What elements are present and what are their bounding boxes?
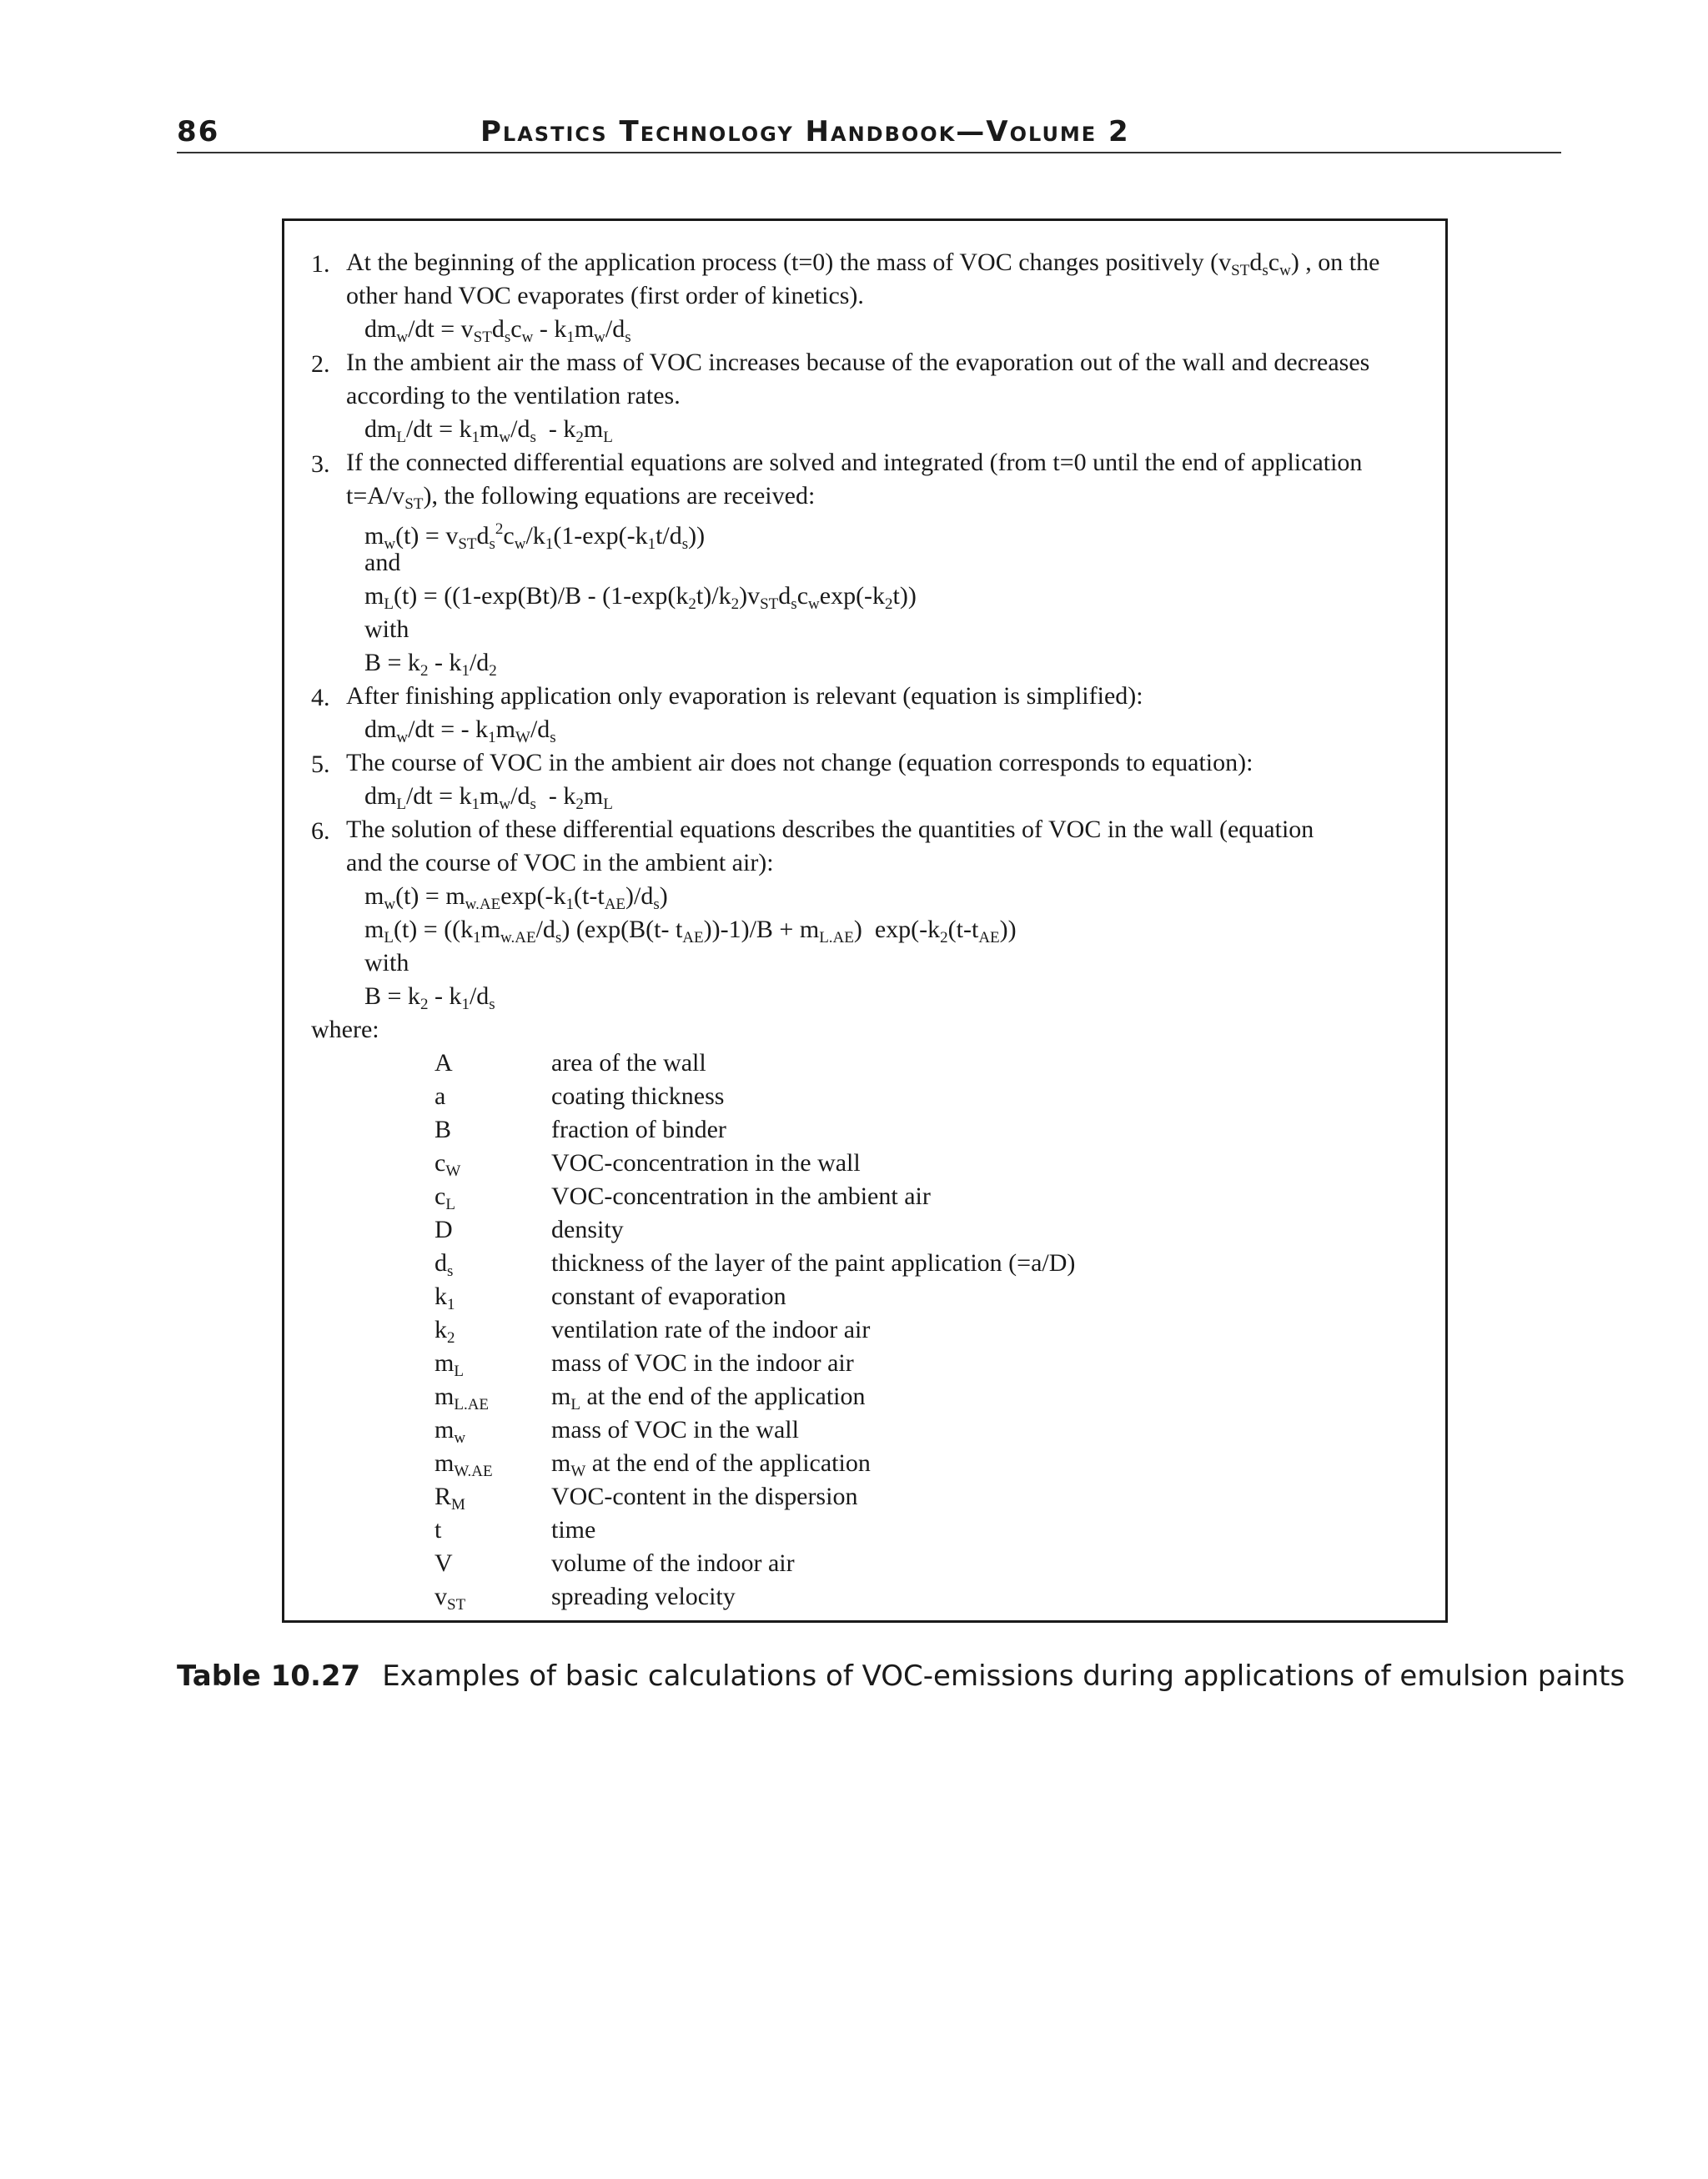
definition-symbol: $k_2$: [435, 1316, 455, 1347]
definition-symbol: $R_M$: [435, 1483, 465, 1514]
definition-text: ventilation rate of the indoor air: [551, 1316, 871, 1343]
page-header: [177, 115, 1561, 153]
item-text: If the connected differential equations are solved and integrated (from t=0 until the end of application: [346, 449, 1363, 476]
page-number: 86: [177, 115, 220, 148]
definition-text: spreading velocity: [551, 1583, 736, 1610]
definition-text: VOC-concentration in the wall: [551, 1149, 861, 1177]
where-label: where:: [311, 1016, 379, 1043]
definition-text: volume of the indoor air: [551, 1549, 795, 1577]
equation: $dm_L/dt = k_1m_w/d_s - k_2m_L$: [364, 782, 613, 813]
definition-text: constant of evaporation: [551, 1283, 786, 1310]
equation: $dm_w/dt = v_{ST}d_sc_w - k_1m_w/d_s$: [364, 315, 631, 346]
item-text: After finishing application only evaporation is relevant (equation is simplified):: [346, 682, 1143, 710]
item-text: The solution of these differential equations describes the quantities of VOC in the wall (equation: [346, 816, 1314, 843]
item-number: 5.: [311, 751, 330, 778]
definition-text: mass of VOC in the wall: [551, 1416, 799, 1443]
definition-symbol: $v_{ST}$: [435, 1583, 466, 1614]
running-title: Plastics Technology Handbook—Volume 2: [480, 115, 1130, 148]
definition-symbol: V: [435, 1549, 453, 1577]
equation: $dm_L/dt = k_1m_w/d_s - k_2m_L$: [364, 415, 613, 446]
item-text: and the course of VOC in the ambient air):: [346, 849, 774, 876]
definition-symbol: B: [435, 1116, 452, 1143]
item-number: 6.: [311, 817, 330, 845]
definition-text: mass of VOC in the indoor air: [551, 1349, 854, 1377]
connective-text: and: [364, 549, 401, 576]
equation: $B = k_2 - k_1/d_2$: [364, 649, 497, 680]
connective-text: with: [364, 949, 409, 977]
definition-symbol: $c_W$: [435, 1149, 461, 1180]
definition-symbol: $m_{L.AE}$: [435, 1383, 490, 1413]
definition-text: thickness of the layer of the paint application (=a/D): [551, 1249, 1076, 1277]
item-number: 4.: [311, 684, 330, 711]
definition-text: $m_L$ at the end of the application: [551, 1383, 866, 1413]
caption-text: Examples of basic calculations of VOC-emissions during applications of emulsion paints: [382, 1659, 1625, 1693]
definition-symbol: t: [435, 1516, 442, 1544]
caption-label: Table 10.27: [177, 1659, 361, 1693]
item-text: $t=A/v_{ST}$), the following equations are received:: [346, 482, 816, 513]
definition-symbol: $d_s$: [435, 1249, 454, 1280]
definition-text: coating thickness: [551, 1082, 725, 1110]
table-caption: [177, 1659, 1625, 1693]
equation: $m_w(t) = v_{ST}d_s^2c_w/k_1(1-\exp(-k_1t/d_s))$: [364, 520, 706, 553]
item-text: In the ambient air the mass of VOC increases because of the evaporation out of the wall and decreases: [346, 349, 1370, 376]
definition-symbol: D: [435, 1216, 453, 1243]
definition-text: VOC-content in the dispersion: [551, 1483, 858, 1510]
definition-text: time: [551, 1516, 596, 1544]
equation: $B = k_2 - k_1/d_s$: [364, 982, 495, 1013]
equation: $m_w(t) = m_{w.AE}\exp(-k_1(t-t_{AE})/d_s)$: [364, 882, 668, 913]
definition-symbol: A: [435, 1049, 453, 1077]
definition-symbol: $k_1$: [435, 1283, 455, 1313]
definition-text: density: [551, 1216, 624, 1243]
item-number: 1.: [311, 250, 330, 278]
definition-symbol: $c_L$: [435, 1182, 455, 1213]
item-number: 3.: [311, 450, 330, 478]
definition-symbol: $m_{W.AE}$: [435, 1449, 493, 1480]
item-text: The course of VOC in the ambient air does not change (equation corresponds to equation):: [346, 749, 1253, 776]
definition-text: $m_W$ at the end of the application: [551, 1449, 871, 1480]
definition-symbol: $m_L$: [435, 1349, 464, 1380]
definition-text: area of the wall: [551, 1049, 706, 1077]
equation: $m_L(t) = ((k_1m_{w.AE}/d_s)$ (exp(B(t- $t_{AE}))-1)/B + m_{L.AE}$) $\exp(-k_2(t-t_{AE}))$: [364, 916, 1017, 946]
item-number: 2.: [311, 350, 330, 378]
equation-table-box: [282, 218, 1448, 1623]
connective-text: with: [364, 615, 409, 643]
definition-text: VOC-concentration in the ambient air: [551, 1182, 931, 1210]
equation: $m_L(t) = ((1-\exp(Bt)/B - (1-\exp(k_2t)/k_2)v_{ST}d_sc_w\exp(-k_2t))$: [364, 582, 917, 613]
definition-symbol: $m_w$: [435, 1416, 466, 1447]
definition-text: fraction of binder: [551, 1116, 726, 1143]
equation: $dm_w/dt$ = - $k_1m_W/d_s$: [364, 715, 556, 746]
item-text: other hand VOC evaporates (first order of kinetics).: [346, 282, 864, 309]
item-text: At the beginning of the application process (t=0) the mass of VOC changes positively $(v_{ST}d_sc_w)$ , on the: [346, 249, 1380, 279]
definition-symbol: a: [435, 1082, 446, 1110]
item-text: according to the ventilation rates.: [346, 382, 681, 409]
